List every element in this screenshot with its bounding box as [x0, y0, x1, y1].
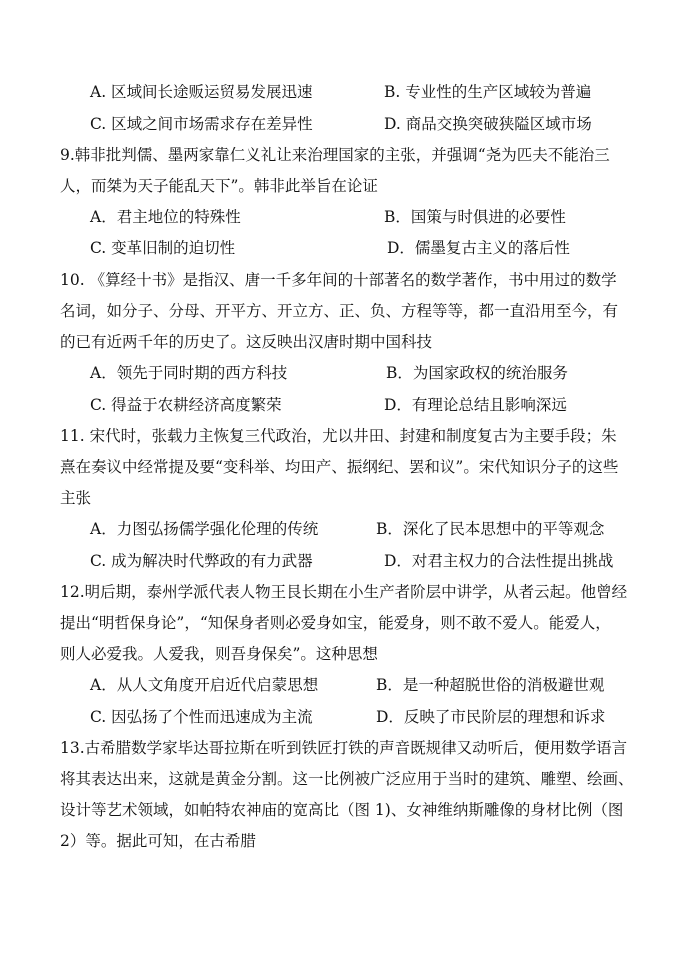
q13-stem-line-1: 13.古希腊数学家毕达哥拉斯在听到铁匠打铁的声音既规律又动听后，便用数学语言	[60, 739, 628, 757]
q10-option-c: C. 得益于农耕经济高度繁荣	[90, 396, 282, 414]
q8-option-d: D. 商品交换突破狭隘区域市场	[384, 115, 592, 133]
q10-stem-line-3: 的已有近两千年的历史了。这反映出汉唐时期中国科技	[60, 333, 433, 351]
q12-option-b: B．是一种超脱世俗的消极避世观	[376, 676, 605, 694]
q12-stem-line-3: 则人必爱我。人爱我，则吾身保矣”。这种思想	[60, 645, 378, 663]
q9-option-b: B．国策与时俱进的必要性	[384, 208, 566, 226]
q10-stem-line-2: 名词，如分子、分母、开平方、开立方、正、负、方程等等，都一直沿用至今，有	[60, 302, 619, 320]
q8-option-a: A. 区域间长途贩运贸易发展迅速	[90, 83, 313, 101]
q8-option-c: C. 区域之间市场需求存在差异性	[90, 115, 313, 133]
q13-stem-line-2: 将其表达出来，这就是黄金分割。这一比例被广泛应用于当时的建筑、雕塑、绘画、	[60, 770, 634, 788]
q10-option-d: D．有理论总结且影响深远	[384, 396, 567, 414]
q11-stem-line-1: 11. 宋代时，张载力主恢复三代政治，尤以井田、封建和制度复古为主要手段；朱	[60, 427, 617, 445]
q12-option-a: A．从人文角度开启近代启蒙思想	[90, 676, 319, 694]
q12-option-c: C. 因弘扬了个性而迅速成为主流	[90, 708, 313, 726]
q9-stem-line-2: 人，而桀为天子能乱天下”。韩非此举旨在论证	[60, 177, 378, 195]
q11-option-d: D．对君主权力的合法性提出挑战	[384, 552, 614, 570]
q10-stem-line-1: 10. 《算经十书》是指汉、唐一千多年间的十部著名的数学著作，书中用过的数学	[60, 271, 617, 289]
q13-stem-line-4: 2）等。据此可知，在古希腊	[60, 832, 256, 850]
q9-option-a: A．君主地位的特殊性	[90, 208, 241, 226]
q8-option-b: B. 专业性的生产区域较为普遍	[384, 83, 592, 101]
q12-option-d: D．反映了市民阶层的理想和诉求	[376, 708, 606, 726]
q9-stem-line-1: 9.韩非批判儒、墨两家靠仁义礼让来治理国家的主张，并强调“尧为匹夫不能治三	[60, 146, 610, 164]
q11-stem-line-3: 主张	[60, 489, 92, 507]
q12-stem-line-1: 12.明后期，泰州学派代表人物王艮长期在小生产者阶层中讲学，从者云起。他曾经	[60, 583, 628, 601]
q11-option-a: A．力图弘扬儒学强化伦理的传统	[90, 520, 319, 538]
q13-stem-line-3: 设计等艺术领域，如帕特农神庙的宽高比（图 1)、女神维纳斯雕像的身材比例（图	[60, 801, 624, 819]
q11-option-b: B．深化了民本思想中的平等观念	[376, 520, 605, 538]
q11-stem-line-2: 熹在奏议中经常提及要“变科举、均田产、振纲纪、罢和议”。宋代知识分子的这些	[60, 458, 619, 476]
q11-option-c: C. 成为解决时代弊政的有力武器	[90, 552, 313, 570]
q10-option-a: A．领先于同时期的西方科技	[90, 364, 288, 382]
q12-stem-line-2: 提出“明哲保身论”，“知保身者则必爱身如宝，能爱身，则不敢不爱人。能爱人，	[60, 614, 611, 632]
q10-option-b: B．为国家政权的统治服务	[386, 364, 568, 382]
q9-option-c: C. 变革旧制的迫切性	[90, 239, 236, 257]
q9-option-d: D．儒墨复古主义的落后性	[387, 239, 570, 257]
